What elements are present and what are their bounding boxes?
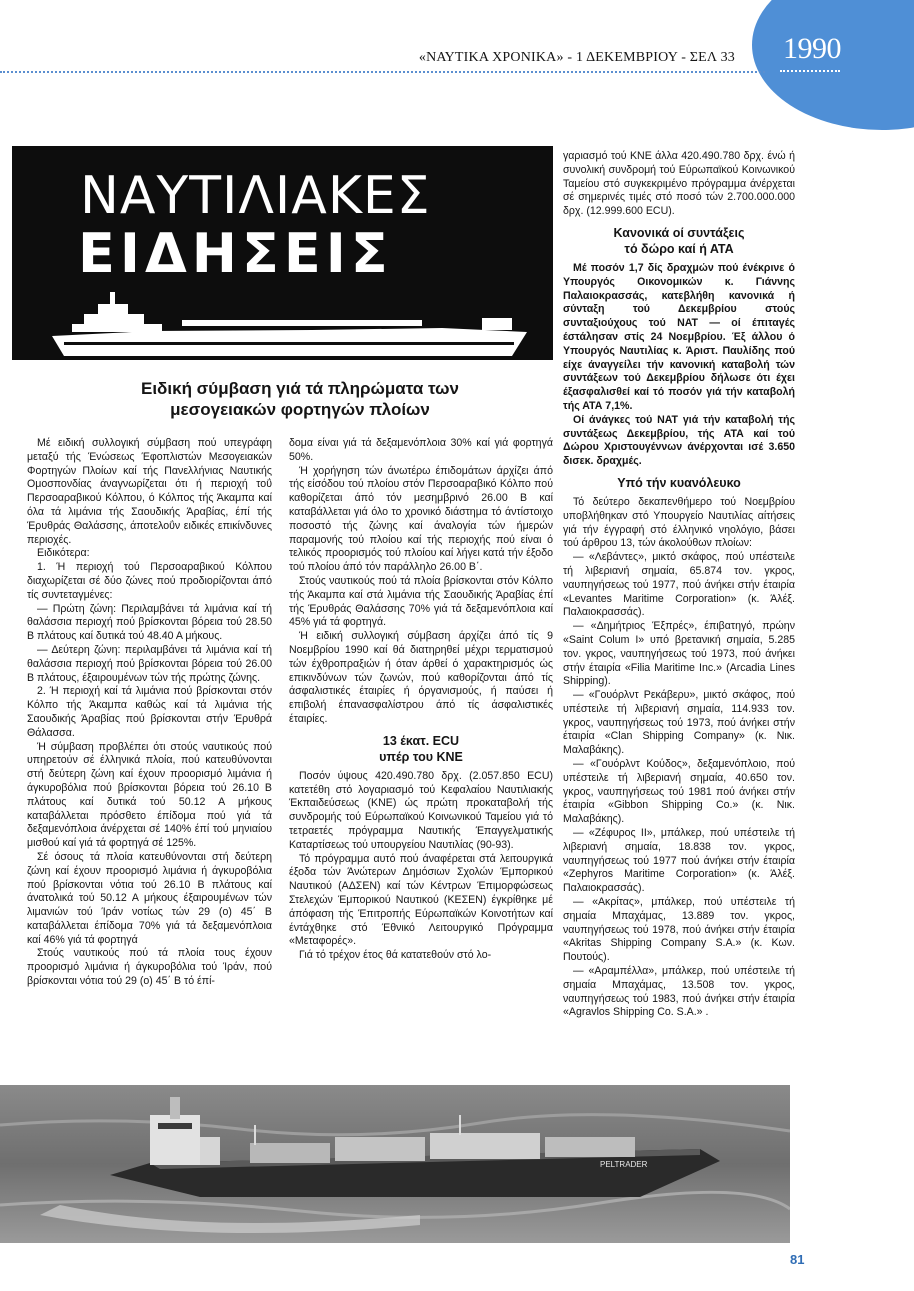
subheading-line: υπέρ του ΚΝΕ [379,749,463,764]
header-dotted-rule [0,71,765,73]
body-paragraph: Ή χορήγηση τών άνωτέρω έπιδομάτων άρχίζει άπό τής είσόδου τού πλοίου στόν Περσοαραβικό Κόλπο πού καθορίζεται άπό τόν μεσημβρινό 26.00 Β καί καταβάλλεται γιά όλο το χρονικό διάστημα τό άντίστοιχο ποσοστό τής ζώνης καί άναλογία τών ήμερών παραμονής τού πλοίου καί τής περιοχής πού είναι ό τελικός προορισμός τού πλοίου καί λήγει κατά τήν έξοδο τού πλοίου άπό τόν παράλληλο 26.00 Β΄. [289,464,553,574]
section-title-line2: ΕΙΔΗΣΕΙΣ [78,222,393,285]
subheading-line: 13 έκατ. ECU [382,733,460,748]
subheading-line: Κανονικά οί συντάξεις [613,225,745,240]
body-paragraph: — «Γουόρλντ Ρεκάβερυ», μικτό σκάφος, πού υπέστειλε τή λιβεριανή σημαία, 114.933 τον. γκρος, ναυπηγήσεως τού 1973, πού άνήκει στήν έταιρία «Clan Shipping Company» (κ. Νικ. Μαλαβάκης). [563,689,795,757]
body-paragraph: — Πρώτη ζώνη: Περιλαμβάνει τά λιμάνια καί τή θαλάσσια περιοχή πού βρίσκονται βόρεια τού 28.50 Β πλάτους καί δυτικά τού 48.40 Α μήκους. [27,602,272,643]
body-paragraph: 2. Ή περιοχή καί τά λιμάνια πού βρίσκονται στόν Κόλπο τής Άκαμπα καθώς καί τά λιμάνια τής Σαουδικής Άραβίας πού βρίσκονται στήν Έρυθρά Θάλασσα. [27,685,272,739]
text-column-3 [563,150,795,1020]
body-paragraph: Μέ ειδική συλλογική σύμβαση πού υπεγράφη μεταξύ τής Ένώσεως Έφοπλιστών Μεσογειακών Φορτηγών Πλοίων καί τής Πανελλήνιας Ναυτικής Ομοσπονδίας άναγνωρίζεται ότι ή περιοχή τοΰ Περσοαραβικού Κόλπου, ό Κόλπος τής Άκαμπα καί όλα τά λιμάνια τής Σαουδικής Άραβίας, έπί τής Έρυθράς Θαλάσσης, άποτελοΰν ειδικές επικίνδυνες περιοχές. [27,437,272,546]
body-paragraph: 1. Ή περιοχή τού Περσοαραβικού Κόλπου διαχωρίζεται σέ δύο ζώνες πού προδιορίζονται άπό τίς συντεταγμένες: [27,561,272,601]
body-paragraph: — «Λεβάντες», μικτό σκάφος, πού υπέστειλε τή λιβεριανή σημαία, 65.874 τον. γκρος, ναυπηγήσεως τού 1977, πού άνήκει στήν έταιρία «Levantes Maritime Corporation» (κ. Άλέξ. Παλαιοκρασσάς). [563,551,795,619]
body-paragraph: Ειδικότερα: [37,547,90,560]
body-paragraph: Στούς ναυτικούς πού τά πλοία βρίσκονται στόν Κόλπο τής Άκαμπα καί στά λιμάνια τής Σαουδικής Άραβίας έπί τής Έρυθράς Θαλάσσης 70% γιά τά δεξαμενόπλοια καί 45% γιά τά φορτηγά. [289,574,553,629]
ship-photo-image [0,1085,790,1243]
body-paragraph: Στούς ναυτικούς πού τά πλοία τους έχουν προορισμό λιμάνια ή άγκυροβόλια τού Ίράν, πού βρίσκονται νότια τού 29 (ο) 45΄ Β τό έπί- [27,947,272,988]
running-header: «ΝΑΥΤΙΚΑ ΧΡΟΝΙΚΑ» - 1 ΔΕΚΕΜΒΡΙΟΥ - ΣΕΛ 33 [418,50,735,65]
body-paragraph: — «Ζέφυρος ΙΙ», μπάλκερ, πού υπέστειλε τή λιβεριανή σημαία, 18.838 τον. γκρος, ναυπηγήσεως τού 1977 πού άνήκει στήν έταιρία «Zephyros Maritime Corporation» (κ. Άλέξ. Παλαιοκρασσάς). [563,827,795,895]
body-paragraph: Ή ειδική συλλογική σύμβαση άρχίζει άπό τίς 9 Νοεμβρίου 1990 καί θά διατηρηθεί μέχρι τερματισμού τών έχθροπραξιών ή όταν άρθεί ό χαρακτηρισμός ώς επικινδύνων τών ζωνών, πού καθορίζονται άπό τίς άσφαλιστικές έταιρίες ή όργανισμούς, ή παύσει ή επιβολή έπανασφαλίστρου άπό τίς άσφαλιστικές έταιρίες. [289,630,553,725]
body-paragraph: Σέ όσους τά πλοία κατευθύνονται στή δεύτερη ζώνη καί έχουν προορισμό λιμάνια ή άγκυροβόλια πού βρίσκονται νότια τού 26.10 Β πλάτους καί άνατολικά τού 50.12 Α μήκους έξαιρουμένων τών λιμανιών τού Ίράν νοτίως τών 29 (ο) 45΄ Β καταβάλλεται έπίδομα 70% γιά τά δεξαμενόπλοια καί 46% γιά τά φορτηγά [27,850,272,946]
body-paragraph: Γιά τό τρέχον έτος θά κατατεθούν στό λο- [299,949,492,962]
body-paragraph: Τό πρόγραμμα αυτό πού άναφέρεται στά λειτουργικά έξοδα τών Άνώτερων Δημόσιων Σχολών Έμπορικού Ναυτικού (ΑΔΣΕΝ) καί τών Κέντρων Έπιμορφώσεως Στελεχών Έμπορικού Ναυτικού (ΚΕΣΕΝ) έγκρίθηκε μέ άπόφαση τής Έπιτροπής Εύρωπαϊκών Κοινοτήτων καί έντάχθηκε στό Έθνικό Λειτουργικό Πρόγραμμα «Μεταφορές». [289,852,553,948]
page-number: 81 [790,1252,805,1267]
body-paragraph: — «Γουόρλντ Κούδος», δεξαμενόπλοιο, πού υπέστειλε τή λιβεριανή σημαία, 40.650 τον. γκρος, ναυπηγήσεως τού 1981 πού άνήκει στήν έταιρία «Gibbon Shipping Co.» (κ. Νικ. Μαλαβάκης). [563,758,795,826]
body-paragraph: — «Αραμπέλλα», μπάλκερ, πού υπέστειλε τή σημαία Μπαχάμας, 13.508 τον. γκρος, ναυπηγήσεως τού 1983, πού άνήκει στήν έταιρία «Agravlos Shipping Co. S.A.» . [563,965,795,1019]
banner-ship-illustration [12,146,553,360]
subheading-ecu [289,733,553,765]
body-paragraph: Τό δεύτερο δεκαπενθήμερο τού Νοεμβρίου υποβλήθηκαν στό Υπουργείο Ναυτιλίας αίτήσεις γιά τήν έγγραφή στό έλληνικό νηολόγιο, βάσει τού άρθρου 13, τών άκολούθων πλοίων: [563,495,795,550]
body-paragraph: — Δεύτερη ζώνη: περιλαμβάνει τά λιμάνια καί τή θαλάσσια περιοχή πού βρίσκονται βόρεια τού 26.00 Β πλάτους, έξαιρουμένων τών τής πρώτης ζώνης. [27,643,272,684]
body-paragraph: Μέ ποσόν 1,7 δίς δραχμών πού ένέκρινε ό Υπουργός Οικονομικών κ. Γιάννης Παλαιοκρασσάς, κατεβλήθη κανονικά ή σύνταξη τού Δεκεμβρίου στούς συνταξιούχους τού ΝΑΤ — οί έπιταγές έστάλησαν στίς 24 Νοεμβρίου. Έξ άλλου ό Υπουργός Ναυτιλίας κ. Άριστ. Παυλίδης πού είχε άναγγείλει τήν κανονική καταβολή τών συντάξεων τού Δεκεμβρίου δήλωσε ότι έχει έξασφαλισθεί καί τό ποσόν γιά τήν καταβολή τής ΑΤΑ 7,1%. [563,261,795,412]
body-paragraph: Οί άνάγκες τού ΝΑΤ γιά τήν καταβολή τής συντάξεως Δεκεμβρίου, τής ΑΤΑ καί τού Δώρου Χριστουγέννων άνέρχονται ισέ 3.650 δισεκ. δραχμές. [563,413,795,468]
text-column-2 [289,437,553,963]
body-paragraph: — «Δημήτριος Έξπρές», έπιβατηγό, πρώην «Saint Colum I» υπό βρετανική σημαία, 5.285 τον. γκρος, ναυπηγήσεως τού 1973, πού άνήκει στήν έταιρία «Filia Maritime Inc.» (Arcadia Lines Shipping). [563,620,795,688]
section-title-line1: ΝΑΥΤΙΛΙΑΚΕΣ [80,166,431,226]
ship-hull-name: PELTRADER [600,1160,648,1169]
body-paragraph: — «Ακρίτας», μπάλκερ, πού υπέστειλε τή σημαία Μπαχάμας, 13.889 τον. γκρος, ναυπηγήσεως τού 1978, πού άνήκει στήν έταιρία «Akritas Shipping Company S.A.» (κ. Κων. Πουτούς). [563,896,795,964]
section-banner [12,146,553,360]
ship-photograph [0,1085,790,1243]
text-column-1 [27,437,272,989]
article-headline: Ειδική σύμβαση γιά τά πληρώματα των μεσογειακών φορτηγών πλοίων [141,379,459,419]
body-paragraph: Ή σύμβαση προβλέπει ότι στούς ναυτικούς πού υπηρετούν σέ έλληνικά πλοία, πού κατευθύνονται στή δεύτερη ζώνη καί έχουν προορισμό λιμάνια ή άγκυροβόλια πού βρίσκονται βόρεια τού 26.10 Β πλάτους καί δυτικά τού 50.12 Α μήκους καταβάλλεται πρόσθετο έπίδομα πού γιά τά δεξαμενόπλοια άνέρχεται σέ 140% έπί τού μηνιαίου μισθού καί γιά τά φορτηγά σέ 125%. [27,740,272,850]
body-paragraph: Ποσόν ύψους 420.490.780 δρχ. (2.057.850 ECU) κατετέθη στό λογαριασμό τού Κεφαλαίου Ναυτιλιακής Έκπαιδεύσεως (ΚΝΕ) ώς πρώτη προκαταβολή τής συνδρομής τού Εύρωπαϊκού Κοινωνικού Ταμείου γιά τό τετραετές πρόγραμμα Ναυτικής Έπαγγελματικής Καταρτίσεως τού υπουργείου Ναυτιλίας (90-93). [289,769,553,851]
subheading-flag: Υπό τήν κυανόλευκο [617,475,741,490]
body-paragraph: δομα είναι γιά τά δεξαμενόπλοια 30% καί γιά φορτηγά 50%. [289,437,553,463]
subheading-line: τό δώρο καί ή ΑΤΑ [624,241,734,256]
subheading-pensions [563,225,795,257]
header-year-underline [780,70,840,72]
body-paragraph: γαριασμό τού ΚΝΕ άλλα 420.490.780 δρχ. ένώ ή συνολική συνδρομή τού Εύρωπαϊκού Κοινωνικού Ταμείου στό συγκεκριμένο πρόγραμμα άνέρχεται σέ σημερινές τιμές στό ποσό τών 2.700.000.000 δρχ. (12.999.600 ECU). [563,150,795,218]
header-year: 1990 [783,32,841,65]
